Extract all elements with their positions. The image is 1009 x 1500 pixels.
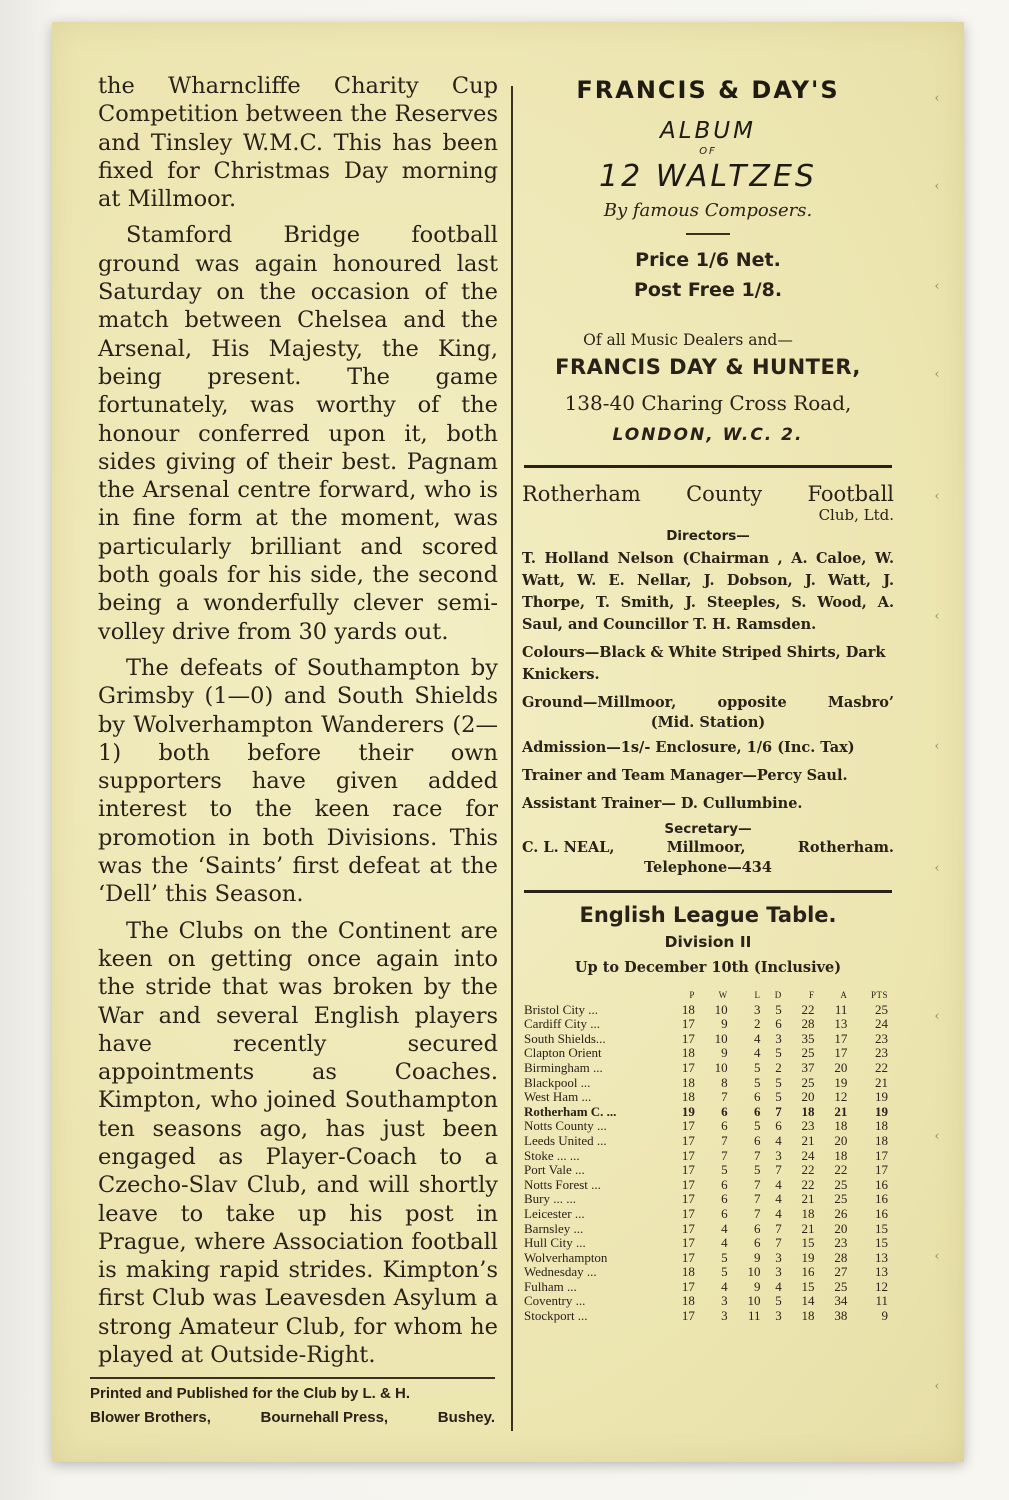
league-stat-cell: 24 bbox=[801, 1147, 815, 1163]
league-stat-cell: 5 bbox=[721, 1249, 728, 1265]
secretary-part: C. L. NEAL, bbox=[522, 839, 615, 856]
league-stat-cell: 9 bbox=[721, 1045, 728, 1061]
league-stat-cell: 18 bbox=[801, 1205, 815, 1221]
league-row bbox=[522, 1032, 890, 1047]
league-row bbox=[522, 1222, 890, 1237]
printer-town: Bushey. bbox=[437, 1409, 495, 1426]
punch-mark-icon: ‹ bbox=[934, 739, 940, 754]
league-stat-cell: 17 bbox=[681, 1249, 695, 1265]
punch-mark-icon: ‹ bbox=[934, 609, 940, 624]
league-stat-cell: 6 bbox=[721, 1176, 728, 1192]
league-stat-cell: 4 bbox=[775, 1278, 782, 1294]
club-colours: Colours—Black & White Striped Shirts, Dark Knickers. bbox=[522, 644, 886, 683]
league-team-name: Notts Forest ... bbox=[524, 1176, 601, 1192]
league-team-name: Leeds United ... bbox=[524, 1132, 607, 1148]
league-stat-cell: 25 bbox=[801, 1045, 815, 1061]
league-stat-cell: 17 bbox=[681, 1132, 695, 1148]
article-column bbox=[98, 72, 498, 1377]
league-stat-cell: 19 bbox=[875, 1089, 888, 1105]
league-division: Division II bbox=[664, 933, 752, 951]
league-stat-cell: 15 bbox=[801, 1235, 815, 1251]
league-stat-cell: 15 bbox=[875, 1220, 888, 1236]
league-stat-cell: 34 bbox=[834, 1293, 848, 1309]
league-row bbox=[522, 1003, 890, 1018]
league-row bbox=[522, 1076, 890, 1091]
league-team-name: Hull City ... bbox=[524, 1235, 586, 1251]
league-stat-cell: 11 bbox=[875, 1293, 888, 1309]
league-row bbox=[522, 1163, 890, 1178]
league-team-name: Bury ... ... bbox=[524, 1191, 576, 1207]
punch-mark-icon: ‹ bbox=[934, 1009, 940, 1024]
league-stat-cell: 21 bbox=[801, 1220, 815, 1236]
punch-mark-icon: ‹ bbox=[934, 1249, 940, 1264]
league-stat-cell: 3 bbox=[753, 1001, 761, 1017]
league-stat-cell: 25 bbox=[834, 1191, 848, 1207]
punch-mark-icon: ‹ bbox=[934, 489, 940, 504]
punch-mark-icon: ‹ bbox=[934, 367, 940, 382]
league-stat-cell: 18 bbox=[834, 1118, 848, 1134]
league-stat-cell: 18 bbox=[801, 1308, 815, 1324]
league-header-cell: PTS bbox=[870, 990, 888, 1000]
ad-post-free: Post Free 1/8. bbox=[633, 279, 783, 301]
club-name-part: Rotherham bbox=[522, 482, 641, 506]
league-row bbox=[522, 1178, 890, 1193]
league-stat-cell: 19 bbox=[681, 1103, 695, 1119]
league-team-name: Cardiff City ... bbox=[524, 1016, 600, 1032]
league-stat-cell: 3 bbox=[775, 1264, 782, 1280]
league-stat-cell: 5 bbox=[721, 1264, 728, 1280]
league-stat-cell: 4 bbox=[775, 1176, 782, 1192]
league-team-name: Bristol City ... bbox=[524, 1001, 599, 1017]
ad-short-rule bbox=[686, 233, 730, 235]
league-stat-cell: 16 bbox=[875, 1205, 888, 1221]
league-stat-cell: 5 bbox=[753, 1162, 761, 1178]
league-stat-cell: 17 bbox=[681, 1205, 695, 1221]
league-stat-cell: 27 bbox=[834, 1264, 848, 1280]
league-stat-cell: 17 bbox=[875, 1162, 888, 1178]
league-stat-cell: 7 bbox=[753, 1191, 761, 1207]
league-row bbox=[522, 1119, 890, 1134]
printer-imprint bbox=[90, 1382, 495, 1430]
league-stat-cell: 19 bbox=[801, 1249, 815, 1265]
league-team-name: Wolverhampton bbox=[524, 1249, 608, 1265]
club-ltd: Club, Ltd. bbox=[818, 506, 894, 524]
league-stat-cell: 5 bbox=[753, 1074, 761, 1090]
ground-part: Masbro’ bbox=[827, 694, 894, 711]
league-team-name: Fulham ... bbox=[524, 1278, 577, 1294]
league-stat-cell: 13 bbox=[834, 1016, 848, 1032]
league-row bbox=[522, 1017, 890, 1032]
league-header-cell: A bbox=[840, 990, 848, 1000]
league-stat-cell: 3 bbox=[775, 1249, 782, 1265]
league-stat-cell: 6 bbox=[753, 1103, 761, 1119]
league-row bbox=[522, 1046, 890, 1061]
league-stat-cell: 17 bbox=[681, 1059, 695, 1075]
league-stat-cell: 6 bbox=[721, 1205, 728, 1221]
league-header-cell bbox=[522, 988, 664, 1003]
league-stat-cell: 15 bbox=[801, 1278, 815, 1294]
league-stat-cell: 13 bbox=[875, 1249, 888, 1265]
league-header-cell: F bbox=[809, 990, 815, 1000]
league-stat-cell: 6 bbox=[753, 1089, 761, 1105]
league-stat-cell: 7 bbox=[721, 1132, 728, 1148]
club-assistant-trainer: Assistant Trainer— D. Cullumbine. bbox=[522, 795, 803, 812]
league-team-name: Stockport ... bbox=[524, 1308, 588, 1324]
league-stat-cell: 16 bbox=[875, 1176, 888, 1192]
league-stat-cell: 10 bbox=[714, 1030, 728, 1046]
league-row bbox=[522, 1192, 890, 1207]
league-team-name: West Ham ... bbox=[524, 1089, 592, 1105]
league-stat-cell: 21 bbox=[875, 1074, 888, 1090]
section-rule bbox=[524, 890, 892, 893]
league-stat-cell: 20 bbox=[801, 1089, 815, 1105]
advertisement bbox=[522, 76, 894, 445]
league-stat-cell: 17 bbox=[681, 1191, 695, 1207]
league-stat-cell: 26 bbox=[834, 1205, 848, 1221]
league-stat-cell: 18 bbox=[875, 1118, 888, 1134]
league-stat-cell: 17 bbox=[681, 1147, 695, 1163]
league-stat-cell: 4 bbox=[721, 1278, 728, 1294]
league-stat-cell: 17 bbox=[834, 1030, 848, 1046]
league-stat-cell: 17 bbox=[681, 1162, 695, 1178]
club-info bbox=[522, 482, 894, 876]
league-stat-cell: 17 bbox=[681, 1030, 695, 1046]
article-paragraph: The defeats of Southampton by Grimsby (1—0) and South Shields by Wolverhampton Wanderers (2—1) both before their own supporters have given added interest to the keen race for promotion in both Divisions. This was the ‘Saints’ first defeat at the ‘Dell’ this Season. bbox=[98, 654, 498, 908]
league-stat-cell: 6 bbox=[753, 1132, 761, 1148]
league-stat-cell: 7 bbox=[775, 1103, 782, 1119]
secretary-part: Rotherham. bbox=[797, 839, 894, 856]
league-stat-cell: 17 bbox=[875, 1147, 888, 1163]
league-row bbox=[522, 1280, 890, 1295]
ad-price: Price 1/6 Net. bbox=[635, 249, 781, 271]
club-admission: Admission—1s/- Enclosure, 1/6 (Inc. Tax) bbox=[522, 739, 855, 756]
secretary-heading: Secretary— bbox=[664, 821, 752, 837]
league-team-name: South Shields... bbox=[524, 1030, 606, 1046]
league-stat-cell: 7 bbox=[753, 1147, 761, 1163]
club-name-part: Football bbox=[807, 482, 894, 506]
league-stat-cell: 14 bbox=[801, 1293, 815, 1309]
league-stat-cell: 9 bbox=[721, 1016, 728, 1032]
league-stat-cell: 4 bbox=[753, 1030, 761, 1046]
league-stat-cell: 18 bbox=[801, 1103, 815, 1119]
league-team-name: Rotherham C. ... bbox=[524, 1103, 617, 1119]
league-stat-cell: 21 bbox=[801, 1132, 815, 1148]
ad-dealers: Of all Music Dealers and— bbox=[583, 331, 793, 349]
secretary-part: Millmoor, bbox=[666, 839, 746, 856]
league-stat-cell: 9 bbox=[753, 1249, 761, 1265]
league-stat-cell: 4 bbox=[775, 1205, 782, 1221]
section-rule bbox=[524, 465, 892, 468]
league-header-cell: L bbox=[754, 990, 761, 1000]
ad-city: LONDON, W.C. 2. bbox=[612, 425, 804, 445]
league-stat-cell: 35 bbox=[801, 1030, 815, 1046]
league-table-section bbox=[522, 903, 894, 1324]
league-stat-cell: 7 bbox=[721, 1147, 728, 1163]
league-row bbox=[522, 1061, 890, 1076]
league-stat-cell: 2 bbox=[775, 1059, 782, 1075]
article-paragraph: the Wharncliffe Charity Cup Competition between the Reserves and Tinsley W.M.C. This has been fixed for Christmas Day morning at Millmoor. bbox=[98, 73, 498, 213]
league-stat-cell: 23 bbox=[875, 1045, 888, 1061]
league-team-name: Birmingham ... bbox=[524, 1059, 603, 1075]
ad-composers: By famous Composers. bbox=[603, 200, 813, 221]
ad-waltzes: 12 WALTZES bbox=[599, 159, 817, 194]
league-stat-cell: 5 bbox=[775, 1001, 782, 1017]
league-stat-cell: 18 bbox=[834, 1147, 848, 1163]
league-stat-cell: 25 bbox=[834, 1176, 848, 1192]
league-row bbox=[522, 1265, 890, 1280]
ground-part: Ground—Millmoor, bbox=[522, 694, 677, 711]
league-team-name: Blackpool ... bbox=[524, 1074, 591, 1090]
league-stat-cell: 21 bbox=[801, 1191, 815, 1207]
league-stat-cell: 25 bbox=[875, 1001, 888, 1017]
league-stat-cell: 12 bbox=[875, 1278, 888, 1294]
league-row bbox=[522, 1134, 890, 1149]
punch-mark-icon: ‹ bbox=[934, 179, 940, 194]
league-stat-cell: 7 bbox=[775, 1162, 782, 1178]
ad-publisher: FRANCIS DAY & HUNTER, bbox=[555, 355, 861, 379]
league-stat-cell: 7 bbox=[753, 1205, 761, 1221]
league-stat-cell: 7 bbox=[775, 1235, 782, 1251]
league-stat-cell: 12 bbox=[834, 1089, 848, 1105]
league-stat-cell: 18 bbox=[681, 1264, 695, 1280]
league-stat-cell: 4 bbox=[753, 1045, 761, 1061]
league-stat-cell: 6 bbox=[753, 1235, 761, 1251]
league-stat-cell: 20 bbox=[834, 1059, 848, 1075]
league-stat-cell: 7 bbox=[775, 1220, 782, 1236]
league-row bbox=[522, 1149, 890, 1164]
league-stat-cell: 5 bbox=[775, 1074, 782, 1090]
printer-press: Bournehall Press, bbox=[260, 1409, 389, 1426]
league-stat-cell: 4 bbox=[721, 1235, 728, 1251]
league-stat-cell: 3 bbox=[775, 1030, 782, 1046]
league-stat-cell: 6 bbox=[775, 1016, 782, 1032]
league-stat-cell: 22 bbox=[801, 1001, 815, 1017]
punch-mark-icon: ‹ bbox=[934, 91, 940, 106]
club-ground bbox=[522, 692, 894, 714]
ad-of: OF bbox=[699, 146, 717, 157]
league-stat-cell: 20 bbox=[834, 1132, 848, 1148]
league-stat-cell: 10 bbox=[747, 1293, 761, 1309]
league-stat-cell: 18 bbox=[681, 1089, 695, 1105]
league-stat-cell: 28 bbox=[834, 1249, 848, 1265]
league-title: English League Table. bbox=[579, 903, 837, 927]
league-stat-cell: 3 bbox=[721, 1293, 728, 1309]
league-stat-cell: 18 bbox=[681, 1293, 695, 1309]
league-stat-cell: 22 bbox=[875, 1059, 888, 1075]
ad-address: 138-40 Charing Cross Road, bbox=[564, 391, 852, 415]
punch-mark-icon: ‹ bbox=[934, 1379, 940, 1394]
right-column bbox=[522, 72, 894, 1324]
punch-mark-icon: ‹ bbox=[934, 1129, 940, 1144]
league-team-name: Barnsley ... bbox=[524, 1220, 584, 1236]
league-stat-cell: 9 bbox=[753, 1278, 761, 1294]
league-stat-cell: 6 bbox=[721, 1191, 728, 1207]
league-stat-cell: 19 bbox=[875, 1103, 888, 1119]
league-stat-cell: 22 bbox=[834, 1162, 848, 1178]
league-stat-cell: 3 bbox=[775, 1308, 782, 1324]
league-row bbox=[522, 1294, 890, 1309]
league-stat-cell: 13 bbox=[875, 1264, 888, 1280]
league-stat-cell: 17 bbox=[681, 1220, 695, 1236]
league-stat-cell: 4 bbox=[775, 1132, 782, 1148]
league-stat-cell: 9 bbox=[881, 1308, 888, 1324]
league-stat-cell: 20 bbox=[834, 1220, 848, 1236]
punch-mark-icon: ‹ bbox=[934, 861, 940, 876]
league-stat-cell: 22 bbox=[801, 1176, 815, 1192]
league-stat-cell: 4 bbox=[721, 1220, 728, 1236]
league-stat-cell: 7 bbox=[753, 1176, 761, 1192]
ground-part: opposite bbox=[717, 694, 787, 711]
league-stat-cell: 4 bbox=[775, 1191, 782, 1207]
league-stat-cell: 23 bbox=[834, 1235, 848, 1251]
league-stat-cell: 18 bbox=[681, 1045, 695, 1061]
league-stat-cell: 17 bbox=[681, 1308, 695, 1324]
league-stat-cell: 11 bbox=[834, 1001, 848, 1017]
league-stat-cell: 5 bbox=[721, 1162, 728, 1178]
ad-brand: FRANCIS & DAY'S bbox=[576, 76, 840, 104]
league-team-name: Wednesday ... bbox=[524, 1264, 597, 1280]
league-stat-cell: 3 bbox=[721, 1308, 728, 1324]
league-header-cell: W bbox=[718, 990, 728, 1000]
league-row bbox=[522, 1090, 890, 1105]
league-stat-cell: 7 bbox=[721, 1089, 728, 1105]
league-team-name: Port Vale ... bbox=[524, 1162, 585, 1178]
league-header-cell: P bbox=[689, 990, 695, 1000]
league-stat-cell: 18 bbox=[681, 1074, 695, 1090]
league-stat-cell: 21 bbox=[834, 1103, 848, 1119]
league-stat-cell: 10 bbox=[747, 1264, 761, 1280]
league-stat-cell: 18 bbox=[681, 1001, 695, 1017]
league-stat-cell: 5 bbox=[775, 1089, 782, 1105]
league-stat-cell: 22 bbox=[801, 1162, 815, 1178]
article-paragraph: The Clubs on the Continent are keen on getting once again into the stride that was broken by the War and several English players have recently secured appointments as Coaches. Kimpton, who joined Southampton ten seasons ago, has just been engaged as Player-Coach to a Czecho-Slav Club, and will shortly leave to take up his post in Prague, where Association football is making rapid strides. Kimpton’s first Club was Leavesden Asylum a strong Amateur Club, for whom he played at Outside-Right. bbox=[98, 917, 498, 1369]
league-stat-cell: 19 bbox=[834, 1074, 848, 1090]
league-team-name: Notts County ... bbox=[524, 1118, 607, 1134]
printer-line: Printed and Published for the Club by L. & H. bbox=[90, 1385, 411, 1402]
league-row bbox=[522, 1251, 890, 1266]
directors-list: T. Holland Nelson (Chairman , A. Caloe, W. Watt, W. E. Nellar, J. Dobson, J. Watt, J. Thorpe, T. Smith, J. Steeples, S. Wood, A. Saul, and Councillor T. H. Ramsden. bbox=[522, 550, 894, 633]
ground-station: (Mid. Station) bbox=[650, 714, 766, 731]
league-stat-cell: 2 bbox=[753, 1016, 761, 1032]
league-stat-cell: 5 bbox=[753, 1118, 761, 1134]
league-stat-cell: 11 bbox=[747, 1308, 761, 1324]
league-stat-cell: 17 bbox=[681, 1235, 695, 1251]
league-stat-cell: 15 bbox=[875, 1235, 888, 1251]
league-stat-cell: 23 bbox=[875, 1030, 888, 1046]
league-team-name: Leicester ... bbox=[524, 1205, 585, 1221]
league-stat-cell: 10 bbox=[714, 1001, 728, 1017]
league-stat-cell: 17 bbox=[681, 1176, 695, 1192]
league-stat-cell: 38 bbox=[834, 1308, 848, 1324]
secretary-line bbox=[522, 837, 894, 859]
league-stat-cell: 16 bbox=[875, 1191, 888, 1207]
league-stat-cell: 17 bbox=[834, 1045, 848, 1061]
league-row bbox=[522, 1309, 890, 1324]
printer-name: Blower Brothers, bbox=[90, 1409, 211, 1426]
league-stat-cell: 28 bbox=[801, 1016, 815, 1032]
club-trainer: Trainer and Team Manager—Percy Saul. bbox=[522, 767, 848, 784]
league-stat-cell: 16 bbox=[801, 1264, 815, 1280]
league-team-name: Stoke ... ... bbox=[524, 1147, 580, 1163]
printer-line bbox=[90, 1406, 495, 1430]
league-stat-cell: 17 bbox=[681, 1118, 695, 1134]
league-header-row bbox=[522, 988, 890, 1003]
league-stat-cell: 37 bbox=[801, 1059, 815, 1075]
league-team-name: Clapton Orient bbox=[524, 1045, 602, 1061]
league-row bbox=[522, 1105, 890, 1120]
league-stat-cell: 6 bbox=[753, 1220, 761, 1236]
league-stat-cell: 17 bbox=[681, 1016, 695, 1032]
league-date-note: Up to December 10th (Inclusive) bbox=[574, 959, 842, 976]
league-table bbox=[522, 988, 890, 1324]
imprint-divider bbox=[90, 1377, 495, 1379]
league-stat-cell: 6 bbox=[721, 1118, 728, 1134]
club-name bbox=[522, 482, 894, 506]
article-paragraph: Stamford Bridge football ground was again honoured last Saturday on the occasion of the match between Chelsea and the Arsenal, His Majesty, the King, being present. The game fortunately, was worthy of the honour conferred upon it, both sides giving of their best. Pagnam the Arsenal centre forward, who is in fine form at the moment, was particularly brilliant and scored both goals for his side, the second being a wonderfully clever semi-volley drive from 30 yards out. bbox=[98, 222, 498, 645]
league-stat-cell: 10 bbox=[714, 1059, 728, 1075]
league-stat-cell: 24 bbox=[875, 1016, 888, 1032]
league-stat-cell: 3 bbox=[775, 1147, 782, 1163]
league-stat-cell: 8 bbox=[721, 1074, 728, 1090]
directors-heading: Directors— bbox=[666, 528, 750, 544]
league-stat-cell: 5 bbox=[775, 1293, 782, 1309]
league-stat-cell: 6 bbox=[775, 1118, 782, 1134]
league-stat-cell: 17 bbox=[681, 1278, 695, 1294]
column-divider bbox=[511, 86, 513, 1431]
league-row bbox=[522, 1207, 890, 1222]
league-stat-cell: 5 bbox=[775, 1045, 782, 1061]
club-name-part: County bbox=[686, 482, 763, 506]
league-stat-cell: 6 bbox=[721, 1103, 728, 1119]
league-stat-cell: 25 bbox=[801, 1074, 815, 1090]
league-row bbox=[522, 1236, 890, 1251]
league-stat-cell: 5 bbox=[753, 1059, 761, 1075]
league-stat-cell: 23 bbox=[801, 1118, 815, 1134]
punch-mark-icon: ‹ bbox=[934, 279, 940, 294]
league-header-cell: D bbox=[774, 990, 782, 1000]
telephone: Telephone—434 bbox=[644, 859, 772, 876]
league-stat-cell: 25 bbox=[834, 1278, 848, 1294]
league-stat-cell: 18 bbox=[875, 1132, 888, 1148]
league-team-name: Coventry ... bbox=[524, 1293, 586, 1309]
ad-album: ALBUM bbox=[659, 118, 756, 144]
